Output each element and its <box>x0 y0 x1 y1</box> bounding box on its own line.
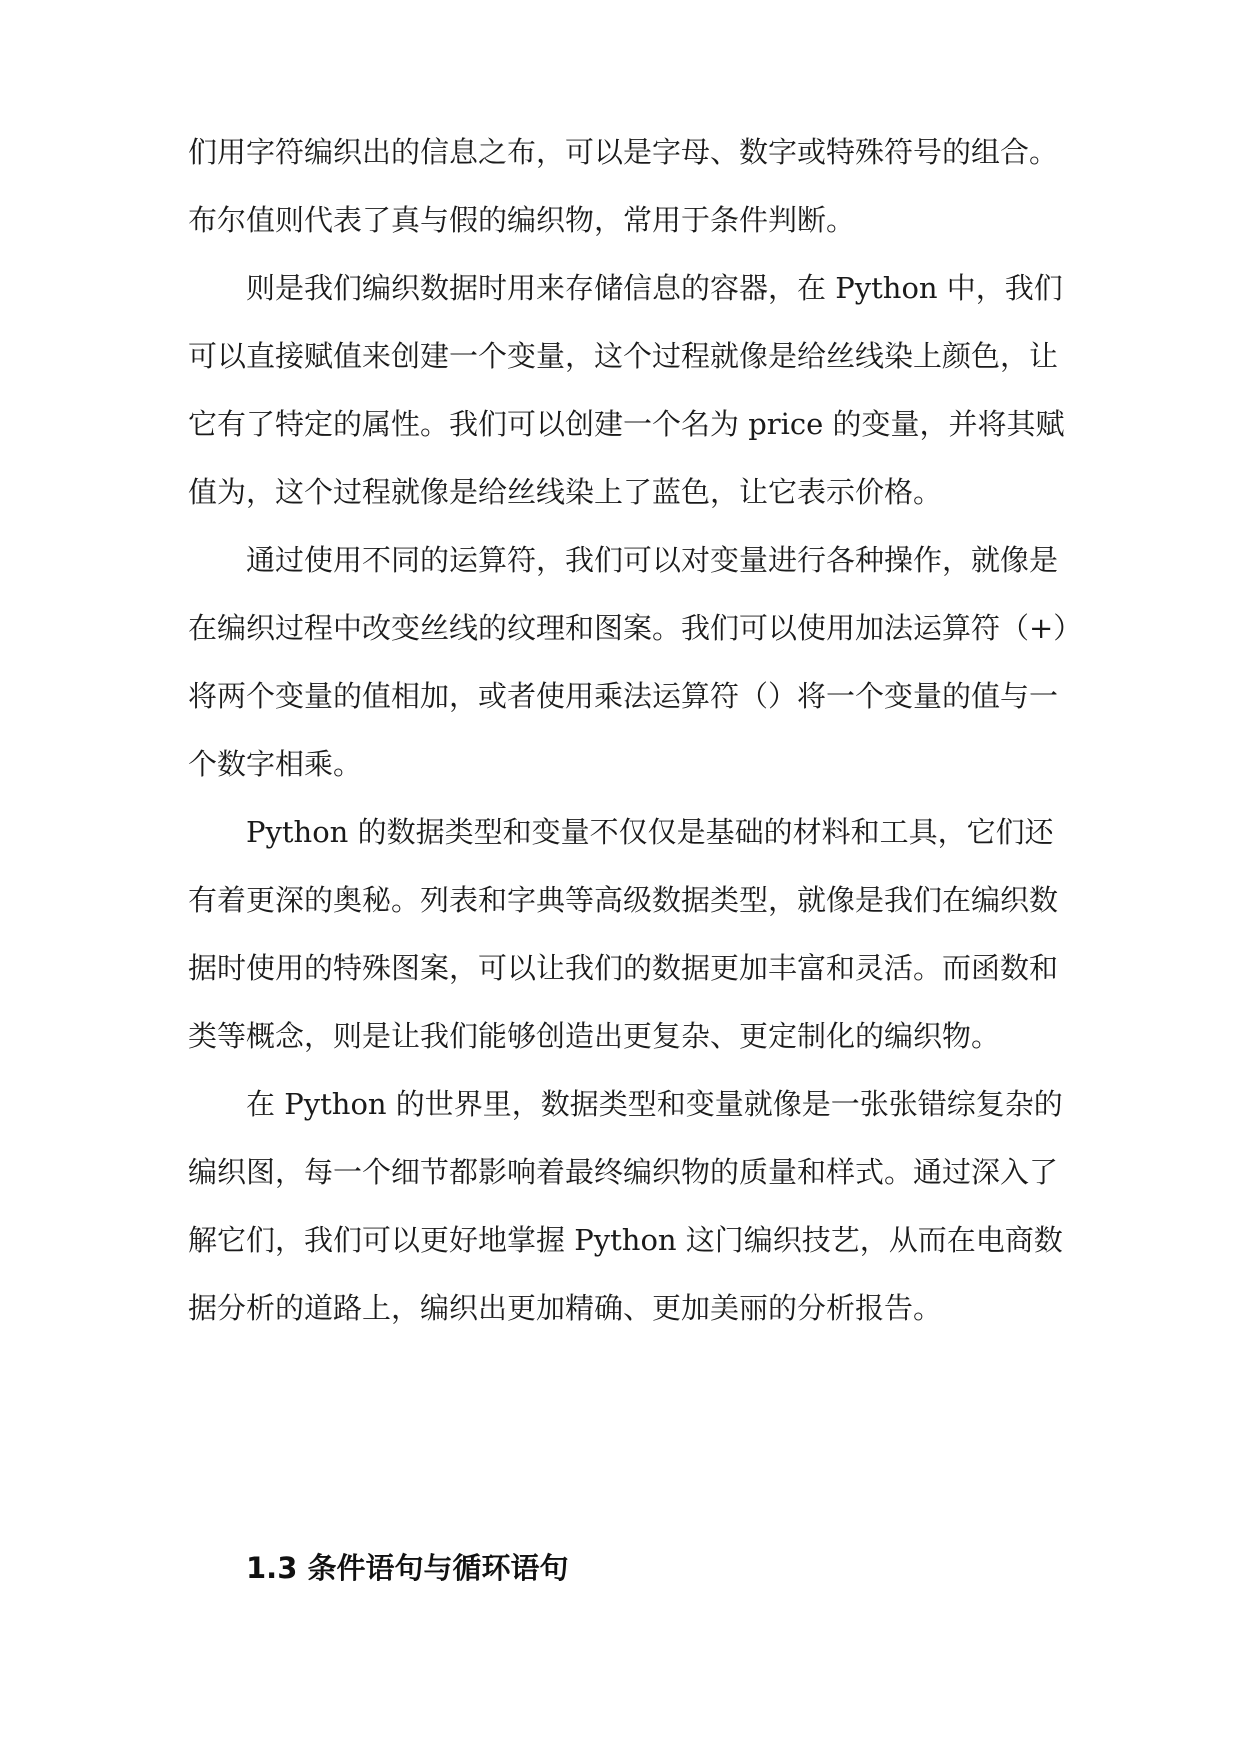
text-line: 解它们，我们可以更好地掌握 Python 这门编织技艺，从而在电商数 <box>188 1223 1063 1257</box>
paragraph-first-line: 则是我们编织数据时用来存储信息的容器，在 Python 中，我们 <box>246 271 1063 305</box>
text-line: 据时使用的特殊图案，可以让我们的数据更加丰富和灵活。而函数和 <box>188 951 1059 985</box>
text-line: 们用字符编织出的信息之布，可以是字母、数字或特殊符号的组合。 <box>188 135 1059 169</box>
section-heading: 1.3 条件语句与循环语句 <box>246 1551 569 1585</box>
text-line: 将两个变量的值相加，或者使用乘法运算符（）将一个变量的值与一 <box>188 679 1059 713</box>
paragraph-first-line: 在 Python 的世界里，数据类型和变量就像是一张张错综复杂的 <box>246 1087 1063 1121</box>
text-line: 值为，这个过程就像是给丝线染上了蓝色，让它表示价格。 <box>188 475 943 509</box>
text-line: 有着更深的奥秘。列表和字典等高级数据类型，就像是我们在编织数 <box>188 883 1059 917</box>
text-line: 可以直接赋值来创建一个变量，这个过程就像是给丝线染上颜色，让 <box>188 339 1059 373</box>
paragraph-first-line: Python 的数据类型和变量不仅仅是基础的材料和工具，它们还 <box>246 815 1054 849</box>
text-line: 个数字相乘。 <box>188 747 363 781</box>
text-line: 布尔值则代表了真与假的编织物，常用于条件判断。 <box>188 203 856 237</box>
text-line: 类等概念，则是让我们能够创造出更复杂、更定制化的编织物。 <box>188 1019 1001 1053</box>
text-line: 它有了特定的属性。我们可以创建一个名为 price 的变量，并将其赋 <box>188 407 1065 441</box>
text-line: 据分析的道路上，编织出更加精确、更加美丽的分析报告。 <box>188 1291 943 1325</box>
paragraph-first-line: 通过使用不同的运算符，我们可以对变量进行各种操作，就像是 <box>246 543 1059 577</box>
text-line: 在编织过程中改变丝线的纹理和图案。我们可以使用加法运算符（+） <box>188 611 1083 645</box>
text-line: 编织图，每一个细节都影响着最终编织物的质量和样式。通过深入了 <box>188 1155 1059 1189</box>
